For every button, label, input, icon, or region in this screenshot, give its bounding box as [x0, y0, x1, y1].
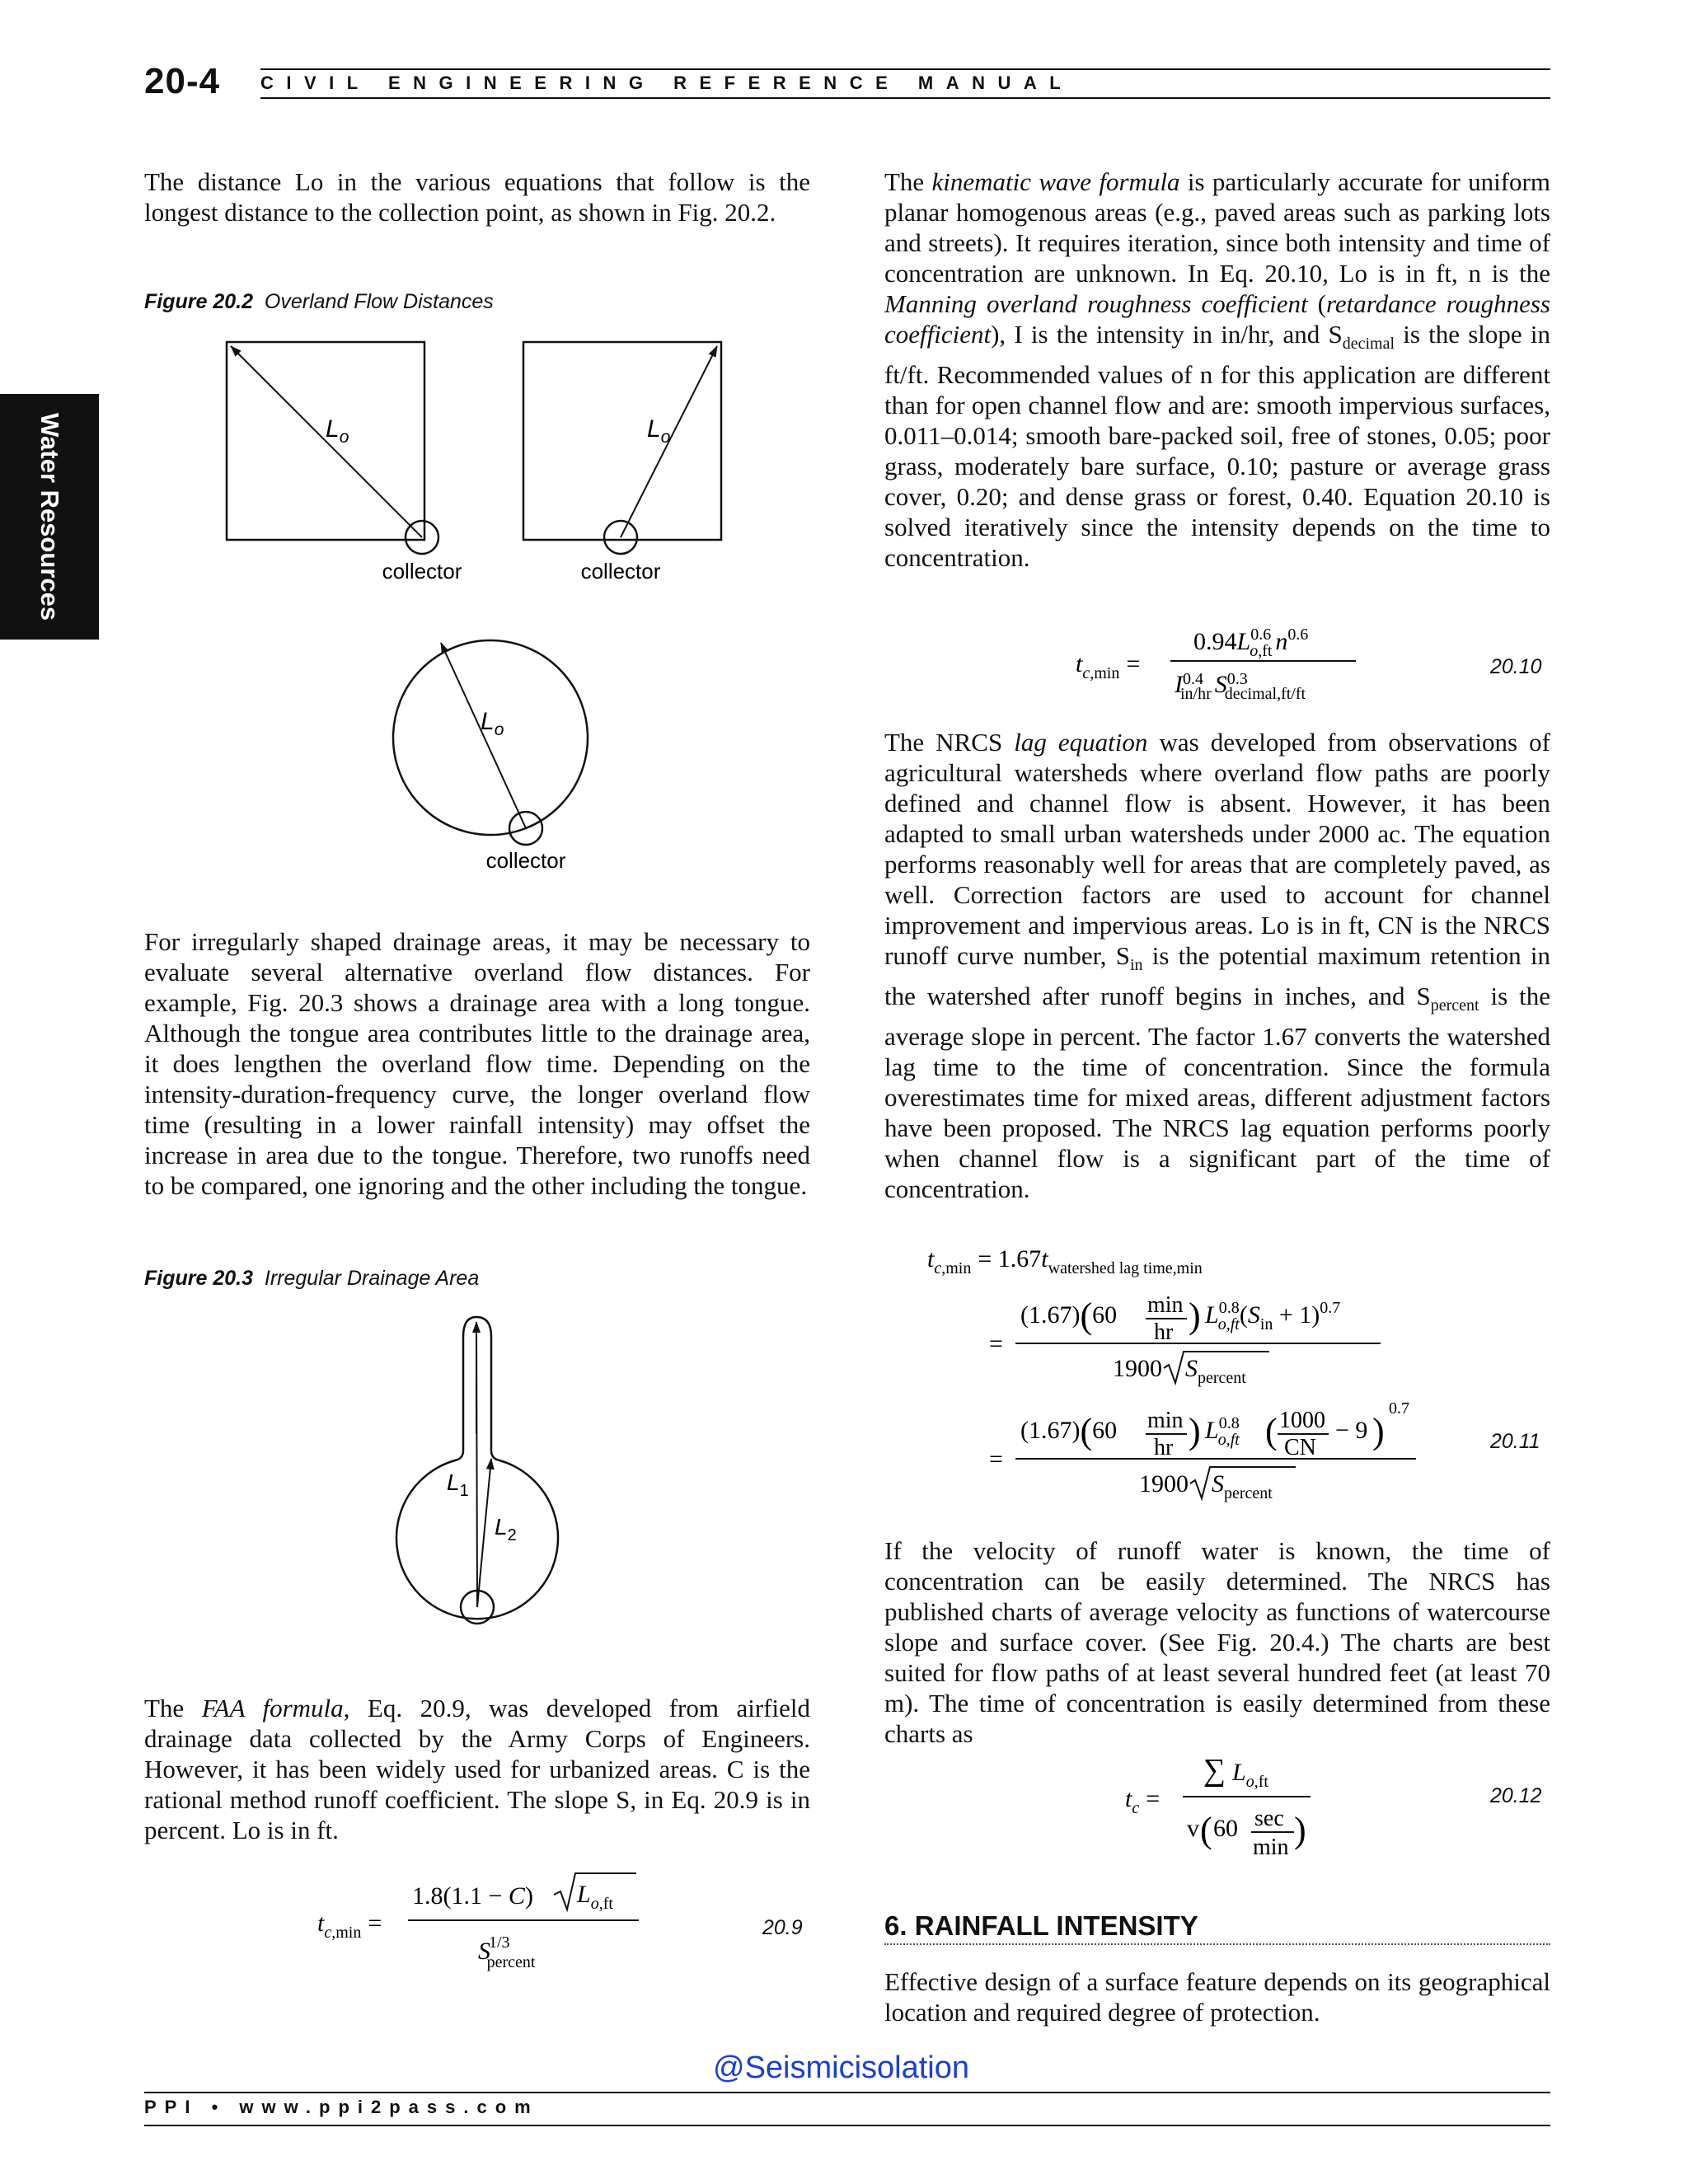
svg-text:L0.8o,ft(Sin + 1)0.7: $L^{0.8}$ $o,ft(S_{in} + 1)^{0.7}$ — [1205, 1299, 1341, 1333]
equation-20-11 — [923, 1236, 1434, 1516]
figure-20-3-diagram — [379, 1310, 593, 1657]
flow-label-l2: $L_2$ — [495, 1514, 517, 1544]
footer-text: PPI • www.ppi2pass.com — [144, 2097, 539, 2117]
svg-text:hr: hr — [1154, 1319, 1174, 1345]
faa-paragraph: The FAA formula, Eq. 20.9, was developed from airfield drainage data collected by the Army Corps of Engineers. However, it has been widely used for urbanized areas. C is the rational method runoff coefficient. The slope S, in Eq. 20.9 is in percent. Lo is in ft. — [144, 1694, 810, 1844]
svg-text:Lo,ft: $L_o,ft$ — [577, 1881, 613, 1913]
collector-label-bottom: collector — [485, 848, 566, 873]
svg-text:1900: 1900 — [1113, 1355, 1162, 1382]
flow-label-left: $L_o$ — [326, 415, 349, 447]
svg-text:hr: hr — [1154, 1435, 1174, 1460]
svg-text:tc,min= 1.67twatershed lag tim: $t_c,\min = 1.67t_{watershed lag time,min}$ — [927, 1245, 1203, 1277]
equation-number-20-12: 20.12 — [1490, 1784, 1542, 1807]
svg-text:∑: ∑ — [1203, 1753, 1226, 1788]
svg-text:min: min — [1253, 1835, 1289, 1860]
collector-label-left: collector — [382, 559, 462, 583]
svg-text:Lo,ft: $L_o,ft$ — [1232, 1759, 1268, 1791]
collector-label-right: collector — [580, 559, 661, 583]
figure-20-3-caption — [144, 1267, 479, 1291]
svg-text:− 9: − 9 — [1335, 1417, 1368, 1444]
svg-text:): ) — [1294, 1810, 1306, 1850]
flow-path-circle — [441, 643, 526, 828]
svg-text:S1/3percent: S1/3 percent — [478, 1933, 536, 1971]
watermark: @Seismicisolation — [713, 2050, 970, 2085]
svg-text:v: v — [1187, 1815, 1199, 1842]
svg-text:(1.67)(60: (1.67)(60 — [1020, 1411, 1118, 1451]
svg-text:0.94L0.6o,ftn0.6: $0.94L^{0.6}$ o,ft $n^{0.6}$ — [1193, 626, 1309, 660]
section-heading-rule — [884, 1943, 1550, 1945]
figure-20-2-diagram — [198, 330, 775, 890]
figure-title: Irregular Drainage Area — [264, 1267, 480, 1290]
svg-text:(: ( — [1265, 1411, 1278, 1451]
side-tab — [0, 394, 99, 640]
irregular-paragraph: For irregularly shaped drainage areas, it may be necessary to evaluate several alternative overland flow distances. For example, Fig. 20.3 shows a drainage area with a long tongue. Although the tongue area contributes little to the drainage area, it does lengthen the overland flow time. Depending on the intensity-duration-frequency curve, the longer overland flow time (resulting in a lower rainfall intensity) may offset the increase in area due to the tongue. Therefore, two runoffs need to be compared, one ignoring and the other including the tongue. — [144, 927, 810, 1200]
svg-text:L0.8o,ft: $L^{0.8}$ o,ft — [1205, 1414, 1240, 1449]
footer-rule-top — [144, 2092, 1550, 2093]
kinematic-paragraph: The kinematic wave formula is particularly accurate for uniform planar homogenous areas (e.g., paved areas such as parking lots and streets). It requires iteration, since both intensity and time of concentration are unknown. In Eq. 20.10, Lo is in ft, n is the Manning overland roughness coefficient (retardance roughness coefficient), I is the intensity in in/hr, and $S_{decimal}$ is the slope in ft/ft. Recommended values of n for this application are different than for open channel flow and are: smooth impervious surfaces, 0.011–0.014; smooth bare-packed soil, free of stones, 0.05; poor grass, moderately bare surface, 0.10; pasture or average grass cover, 0.20; and dense grass or forest, 0.40. Equation 20.10 is solved iteratively since the intensity depends on the time to concentration. — [884, 167, 1550, 573]
side-tab-label: Water Resources — [35, 412, 64, 621]
equation-20-9 — [313, 1867, 643, 1982]
svg-text:min: min — [1147, 1292, 1184, 1318]
flow-label-right: $L_o$ — [647, 415, 671, 447]
intro-paragraph: The distance Lo in the various equations that follow is the longest distance to the collection point, as shown in Fig. 20.2. — [144, 167, 810, 227]
svg-text:(1.67)(60: (1.67)(60 — [1020, 1296, 1118, 1336]
equation-number-20-9: 20.9 — [762, 1916, 803, 1939]
figure-number: Figure 20.3 — [144, 1267, 253, 1290]
svg-text:): ) — [1189, 1411, 1201, 1451]
header-rule-bottom — [260, 97, 1550, 99]
header-rule-top — [260, 68, 1550, 70]
nrcs-paragraph: The NRCS lag equation was developed from observations of agricultural watersheds where overland flow paths are poorly defined and channel flow is absent. However, it has been adapted to small urban watersheds under 2000 ac. The equation performs reasonably well for areas that are completely paved, as well. Correction factors are used to account for channel improvement and impervious areas. Lo is in ft, CN is the NRCS runoff curve number, $S_{in}$ is the potential maximum retention in the watershed after runoff begins in inches, and $S_{percent}$ is the average slope in percent. The factor 1.67 converts the watershed lag time to the time of concentration. Since the formula overestimates time for mixed areas, different adjustment factors have been proposed. The NRCS lag equation performs poorly when channel flow is a significant part of the time of concentration. — [884, 728, 1550, 1204]
footer-rule-bottom — [144, 2125, 1550, 2126]
figure-title: Overland Flow Distances — [264, 290, 494, 313]
svg-text:0.7: 0.7 — [1389, 1399, 1409, 1418]
svg-text:1900: 1900 — [1139, 1470, 1189, 1497]
manual-title: CIVIL ENGINEERING REFERENCE MANUAL — [260, 73, 1074, 93]
section-paragraph: Effective design of a surface feature depends on its geographical location and required degree of protection. — [884, 1967, 1550, 2027]
drainage-area-circle — [393, 640, 588, 835]
svg-text:): ) — [1189, 1296, 1201, 1336]
figure-20-2-caption — [144, 290, 494, 314]
svg-text:tc,min=: $t_c,\min$ = — [317, 1910, 382, 1942]
svg-text:): ) — [1372, 1411, 1385, 1451]
svg-text:=: = — [989, 1330, 1003, 1357]
svg-text:tc,min=: $t_c,\min$ = — [1076, 650, 1141, 682]
figure-number: Figure 20.2 — [144, 290, 253, 313]
equation-number-20-10: 20.10 — [1490, 655, 1542, 678]
svg-text:I0.4in/hrS0.3decimal,ft/ft: $I^{0.4}$ in/hr $S^{0.3}$ decimal,ft/ft — [1175, 670, 1306, 703]
flow-path-l2 — [477, 1459, 491, 1607]
svg-text:tc=: $t_c$ = — [1125, 1785, 1160, 1817]
svg-text:sec: sec — [1254, 1806, 1284, 1831]
equation-number-20-11: 20.11 — [1490, 1430, 1540, 1453]
flow-label-l1: $L_1$ — [447, 1469, 469, 1500]
svg-text:(: ( — [1200, 1810, 1212, 1850]
equation-20-12 — [1121, 1747, 1335, 1871]
svg-text:1000: 1000 — [1279, 1408, 1325, 1433]
drainage-area-square-right — [523, 342, 721, 540]
section-heading: 6. RAINFALL INTENSITY — [884, 1910, 1198, 1941]
svg-text:Spercent: $S_{percent}$ — [1212, 1470, 1273, 1502]
svg-text:=: = — [989, 1446, 1003, 1473]
equation-20-10 — [1071, 618, 1401, 717]
svg-text:1.8(1.1 − C): 1.8(1.1 − C) — [412, 1882, 533, 1910]
page-number: 20-4 — [144, 61, 221, 101]
velocity-paragraph: If the velocity of runoff water is known, the time of concentration can be easily determined. The NRCS has published charts of average velocity as functions of watercourse slope and surface cover. (See Fig. 20.4.) The charts are best suited for flow paths of at least several hundred feet (at least 70 m). The time of concentration is easily determined from these charts as — [884, 1536, 1550, 1748]
flow-label-circle: $L_o$ — [481, 708, 504, 739]
svg-text:min: min — [1147, 1408, 1184, 1433]
svg-text:Spercent: $S_{percent}$ — [1185, 1355, 1246, 1387]
svg-text:60: 60 — [1213, 1815, 1238, 1842]
svg-text:CN: CN — [1284, 1435, 1316, 1460]
flow-path-l1 — [476, 1322, 477, 1607]
